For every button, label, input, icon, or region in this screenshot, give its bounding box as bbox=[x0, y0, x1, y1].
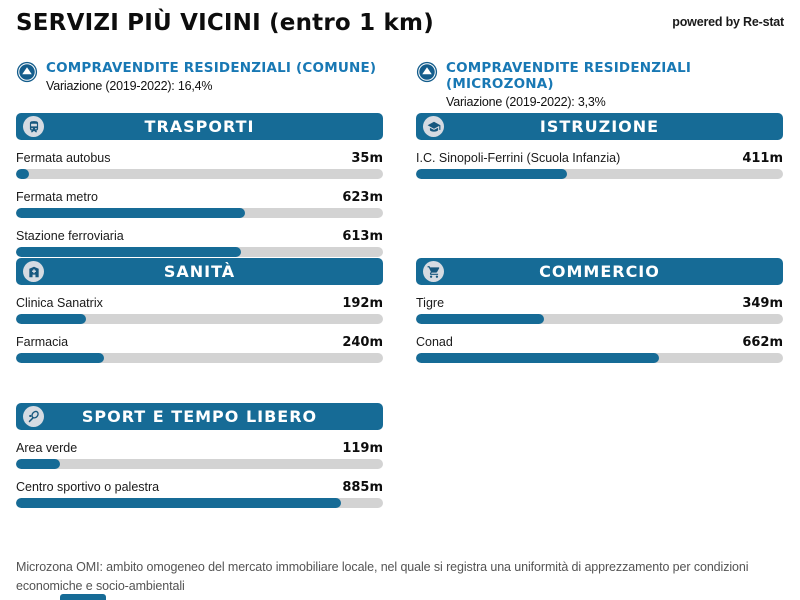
stat-compravendite-comune bbox=[16, 60, 386, 93]
service-row bbox=[416, 296, 783, 324]
stat-subtitle: Variazione (2019-2022): 16,4% bbox=[46, 79, 213, 93]
microzona-definition-note: Microzona OMI: ambito omogeneo del mercato immobiliare locale, nel quale si registra una uniformità di apprezzamento per condizioni economiche e socio-ambientali bbox=[16, 560, 749, 594]
distance-bar-track bbox=[16, 459, 383, 469]
service-row bbox=[16, 151, 383, 179]
distance-bar-fill bbox=[16, 353, 104, 363]
distance-bar-track bbox=[16, 314, 383, 324]
service-label: Clinica Sanatrix bbox=[16, 296, 103, 310]
arrow-up-circle-icon bbox=[416, 61, 438, 83]
distance-bar-fill bbox=[16, 247, 241, 257]
service-row bbox=[16, 480, 383, 508]
section-title: SPORT E TEMPO LIBERO bbox=[81, 407, 318, 426]
service-distance: 885m bbox=[342, 480, 383, 495]
service-distance: 411m bbox=[742, 151, 783, 166]
service-row bbox=[416, 151, 783, 179]
service-label: Centro sportivo o palestra bbox=[16, 480, 160, 494]
service-row bbox=[16, 229, 383, 257]
service-distance: 35m bbox=[351, 151, 383, 166]
stat-title: COMPRAVENDITE RESIDENZIALI (COMUNE) bbox=[46, 60, 377, 76]
service-distance: 240m bbox=[342, 335, 383, 350]
service-label: Fermata autobus bbox=[16, 151, 111, 165]
distance-bar-fill bbox=[16, 459, 60, 469]
section-title: COMMERCIO bbox=[539, 262, 660, 281]
stat-title: COMPRAVENDITE RESIDENZIALI (MICROZONA) bbox=[446, 60, 692, 92]
distance-bar-track bbox=[416, 314, 783, 324]
section-trasporti bbox=[16, 113, 383, 257]
service-row bbox=[16, 335, 383, 363]
section-header bbox=[416, 113, 783, 140]
stat-compravendite-microzona bbox=[416, 60, 786, 109]
arrow-up-circle-icon bbox=[16, 61, 38, 83]
page-title: SERVIZI PIÙ VICINI (entro 1 km) bbox=[16, 10, 434, 36]
distance-bar-track bbox=[416, 169, 783, 179]
section-istruzione bbox=[416, 113, 783, 179]
service-label: Farmacia bbox=[16, 335, 69, 349]
section-sanita bbox=[16, 258, 383, 363]
section-header bbox=[16, 258, 383, 285]
powered-by-label: powered by Re-stat bbox=[672, 15, 784, 29]
shopping-cart-icon bbox=[423, 261, 444, 282]
section-title: ISTRUZIONE bbox=[539, 117, 660, 136]
section-title: SANITÀ bbox=[163, 262, 236, 281]
tennis-racket-icon bbox=[23, 406, 44, 427]
section-header bbox=[416, 258, 783, 285]
service-distance: 192m bbox=[342, 296, 383, 311]
stat-subtitle: Variazione (2019-2022): 3,3% bbox=[446, 95, 606, 109]
section-title: TRASPORTI bbox=[144, 117, 255, 136]
distance-bar-track bbox=[416, 353, 783, 363]
service-label: Tigre bbox=[416, 296, 445, 310]
service-distance: 662m bbox=[742, 335, 783, 350]
service-label: Conad bbox=[416, 335, 453, 349]
service-label: Fermata metro bbox=[16, 190, 98, 204]
distance-bar-track bbox=[16, 169, 383, 179]
service-row bbox=[16, 296, 383, 324]
distance-bar-fill bbox=[416, 169, 567, 179]
train-icon bbox=[23, 116, 44, 137]
section-commercio bbox=[416, 258, 783, 363]
hospital-icon bbox=[23, 261, 44, 282]
service-row bbox=[16, 190, 383, 218]
distance-bar-fill bbox=[16, 498, 341, 508]
section-sport bbox=[16, 403, 383, 508]
distance-bar-fill bbox=[16, 208, 245, 218]
cutoff-section-header-fragment bbox=[60, 594, 106, 600]
service-row bbox=[416, 335, 783, 363]
service-row bbox=[16, 441, 383, 469]
distance-bar-track bbox=[16, 498, 383, 508]
distance-bar-track bbox=[16, 247, 383, 257]
distance-bar-fill bbox=[16, 169, 29, 179]
service-label: Stazione ferroviaria bbox=[16, 229, 124, 243]
service-distance: 623m bbox=[342, 190, 383, 205]
distance-bar-track bbox=[16, 208, 383, 218]
service-distance: 349m bbox=[742, 296, 783, 311]
distance-bar-fill bbox=[416, 353, 659, 363]
service-label: Area verde bbox=[16, 441, 78, 455]
section-header bbox=[16, 403, 383, 430]
service-distance: 613m bbox=[342, 229, 383, 244]
distance-bar-fill bbox=[416, 314, 544, 324]
section-header bbox=[16, 113, 383, 140]
service-label: I.C. Sinopoli-Ferrini (Scuola Infanzia) bbox=[416, 151, 621, 165]
education-icon bbox=[423, 116, 444, 137]
distance-bar-fill bbox=[16, 314, 86, 324]
service-distance: 119m bbox=[342, 441, 383, 456]
distance-bar-track bbox=[16, 353, 383, 363]
